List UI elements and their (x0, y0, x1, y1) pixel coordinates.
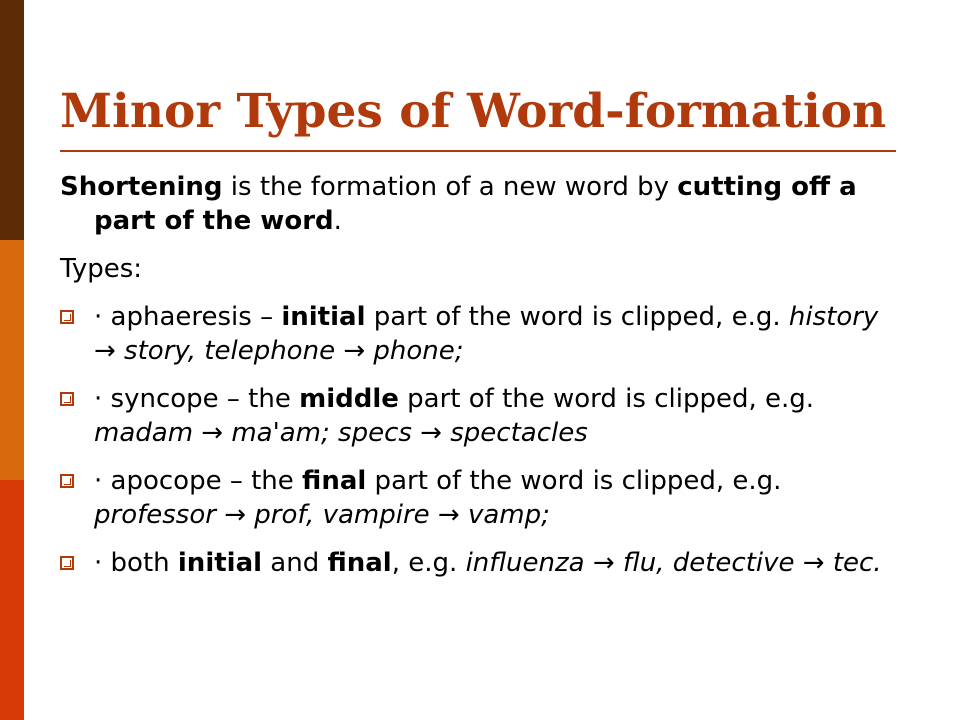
bullet-bold: middle (299, 384, 399, 414)
bullet-example: influenza → flu, detective → tec. (465, 548, 882, 578)
square-bullet-icon (60, 474, 74, 488)
bullet-bold: initial (281, 302, 366, 332)
bullet-pre: · both (94, 548, 178, 578)
bullet-item-apocope (60, 464, 900, 532)
title-underline (60, 150, 896, 152)
bullet-bold: final (302, 466, 367, 496)
bullet-pre: · syncope – the (94, 384, 300, 414)
bullet-example: madam → ma'am; specs → spectacles (94, 418, 588, 448)
bullet-item-both (60, 546, 900, 580)
slide-body (60, 170, 900, 594)
sidebar-bar-bottom (0, 480, 24, 720)
bullet-bold: initial (177, 548, 263, 578)
bullet-item-aphaeresis (60, 300, 900, 368)
bullet-mid: part of the word is clipped, e.g. (398, 384, 815, 414)
definition-term: Shortening (60, 172, 223, 202)
bullet-pre: · apocope – the (94, 466, 303, 496)
definition-text-1: is the formation of a new word by (222, 172, 678, 202)
slide-title: Minor Types of Word-formation (60, 84, 887, 139)
square-bullet-icon (60, 392, 74, 406)
bullet-mid: and (262, 548, 328, 578)
bullet-mid: part of the word is clipped, e.g. (366, 466, 782, 496)
bullet-mid: part of the word is clipped, e.g. (365, 302, 789, 332)
square-bullet-icon (60, 556, 74, 570)
sidebar-bar-middle (0, 240, 24, 480)
definition-bold-phrase: cutting off a part of the word (94, 172, 857, 236)
types-label: Types: (60, 254, 143, 284)
bullet-mid-2: , e.g. (391, 548, 466, 578)
bullet-bold-2: final (327, 548, 392, 578)
square-bullet-icon (60, 310, 74, 324)
bullet-pre: · aphaeresis – (94, 302, 282, 332)
sidebar-bar-top (0, 0, 24, 240)
definition-text-2: . (333, 206, 342, 236)
bullet-item-syncope (60, 382, 900, 450)
definition-paragraph (60, 170, 900, 238)
bullet-example: professor → prof, vampire → vamp; (94, 500, 550, 530)
bullet-example: history → story, telephone → phone; (94, 302, 879, 366)
